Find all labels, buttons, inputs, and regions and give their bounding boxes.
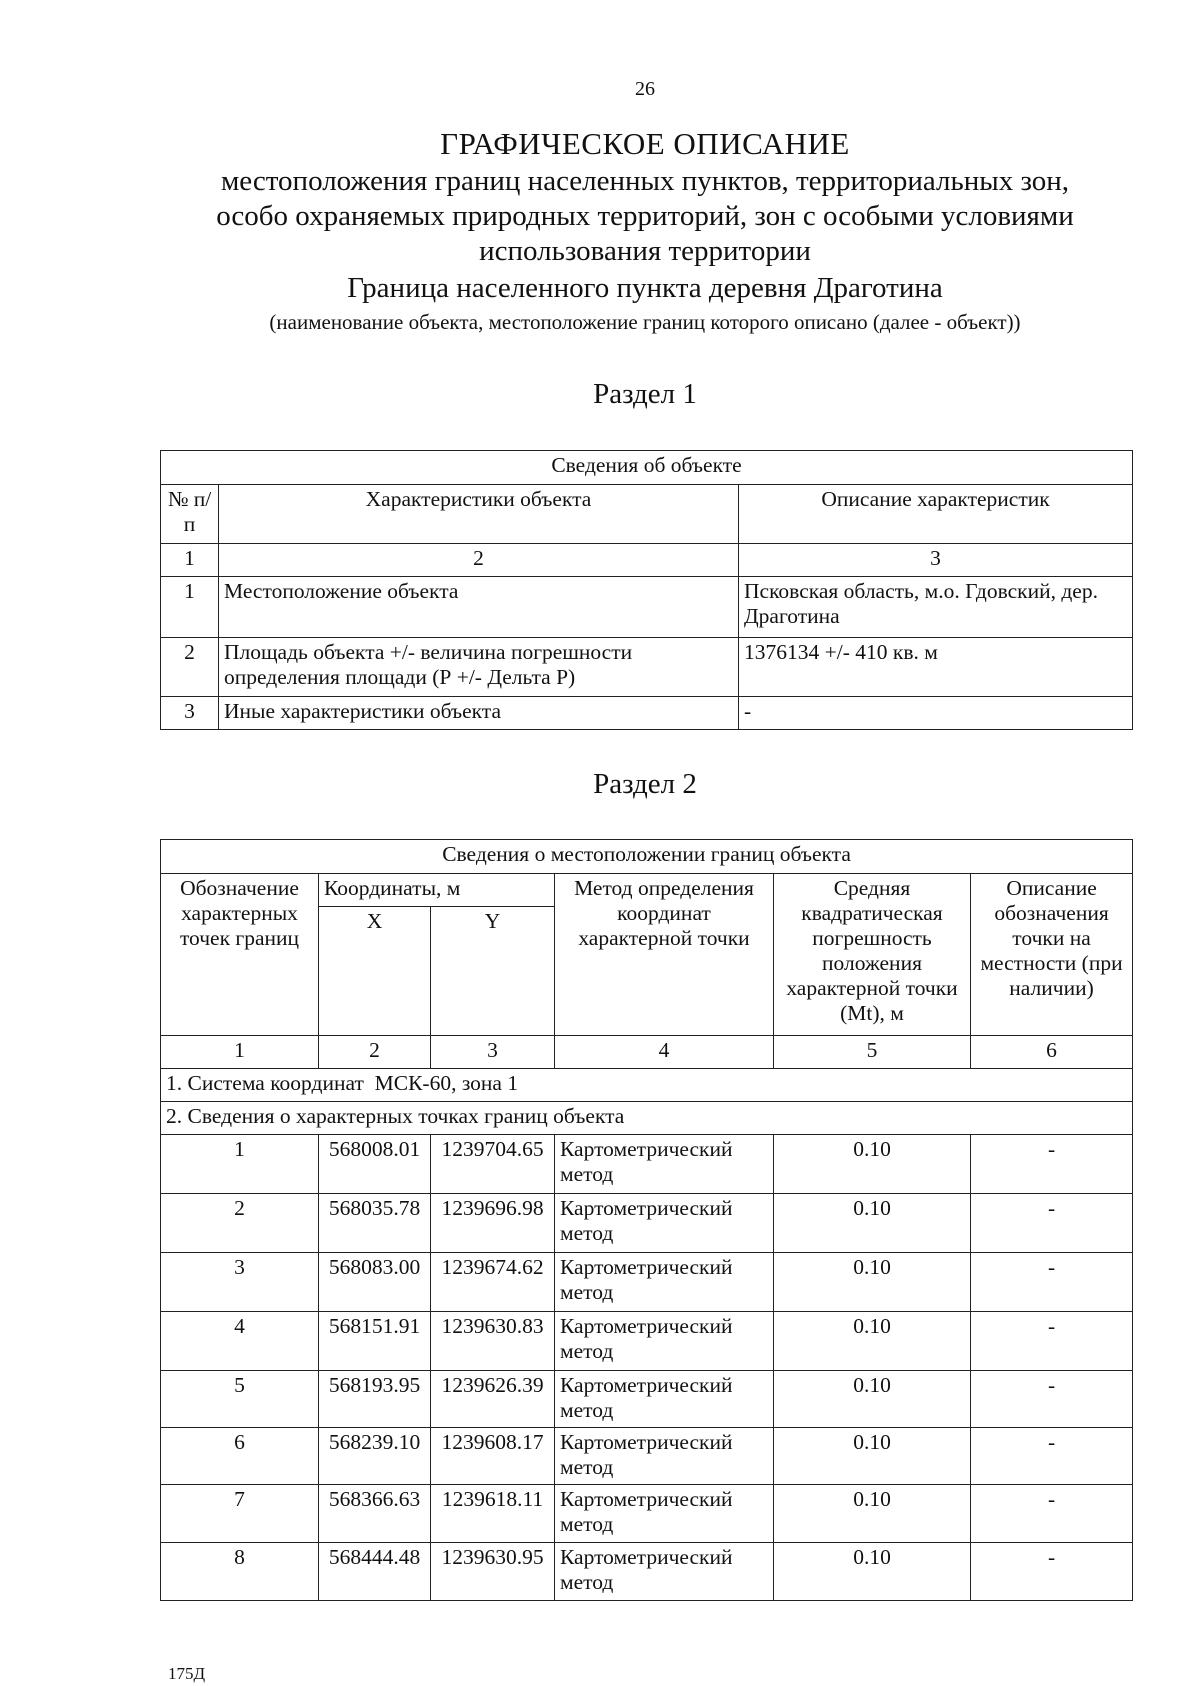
- point-error: 0.10: [774, 1543, 971, 1601]
- subtitle-line-1: местоположения границ населенных пунктов, территориальных зон,: [220, 165, 1070, 197]
- point-id: 5: [161, 1371, 319, 1428]
- object-name: Граница населенного пункта деревня Драготина: [347, 272, 943, 304]
- row-description: Псковская область, м.о. Гдовский, дер. Драготина: [739, 577, 1133, 638]
- table-row: [161, 1543, 1133, 1601]
- point-y: 1239618.11: [431, 1485, 555, 1543]
- section-1-heading: Раздел 1: [593, 378, 697, 410]
- table-row: [161, 1253, 1133, 1312]
- column-number: 6: [971, 1036, 1133, 1069]
- point-error: 0.10: [774, 1312, 971, 1371]
- table-row: [161, 1428, 1133, 1485]
- point-x: 568193.95: [319, 1371, 431, 1428]
- section-2-heading: Раздел 2: [593, 768, 697, 800]
- column-number: 1: [161, 1036, 319, 1069]
- header-characteristic: Характеристики объекта: [219, 485, 739, 544]
- point-error: 0.10: [774, 1253, 971, 1312]
- object-info-table: [160, 450, 1133, 730]
- table-title: Сведения о местоположении границ объекта: [161, 840, 1133, 874]
- table-row: [161, 1312, 1133, 1371]
- point-description: -: [971, 1543, 1133, 1601]
- row-num: 1: [161, 577, 219, 638]
- point-x: 568083.00: [319, 1253, 431, 1312]
- point-description: -: [971, 1371, 1133, 1428]
- header-point-description: Описание обозначения точки на местности (при наличии): [971, 874, 1133, 1036]
- point-description: -: [971, 1312, 1133, 1371]
- point-id: 6: [161, 1428, 319, 1485]
- point-y: 1239696.98: [431, 1194, 555, 1253]
- point-id: 2: [161, 1194, 319, 1253]
- table-row: [161, 577, 1133, 638]
- point-id: 4: [161, 1312, 319, 1371]
- table-row: [161, 638, 1133, 697]
- point-error: 0.10: [774, 1485, 971, 1543]
- point-id: 7: [161, 1485, 319, 1543]
- table-row: [161, 1371, 1133, 1428]
- table-row: [161, 1135, 1133, 1194]
- point-x: 568008.01: [319, 1135, 431, 1194]
- point-description: -: [971, 1485, 1133, 1543]
- row-characteristic: Площадь объекта +/- величина погрешности определения площади (Р +/- Дельта Р): [219, 638, 739, 697]
- table-title: Сведения об объекте: [161, 451, 1133, 485]
- column-number: 5: [774, 1036, 971, 1069]
- row-description: -: [739, 697, 1133, 730]
- page-number: 26: [635, 78, 655, 100]
- point-x: 568366.63: [319, 1485, 431, 1543]
- point-method: Картометрический метод: [555, 1135, 774, 1194]
- point-y: 1239674.62: [431, 1253, 555, 1312]
- point-error: 0.10: [774, 1135, 971, 1194]
- column-number: 1: [161, 544, 219, 577]
- row-num: 2: [161, 638, 219, 697]
- point-description: -: [971, 1135, 1133, 1194]
- header-description: Описание характеристик: [739, 485, 1133, 544]
- point-description: -: [971, 1194, 1133, 1253]
- point-error: 0.10: [774, 1371, 971, 1428]
- point-y: 1239626.39: [431, 1371, 555, 1428]
- subtitle-line-2: особо охраняемых природных территорий, зон с особыми условиями: [216, 200, 1074, 232]
- row-num: 3: [161, 697, 219, 730]
- point-method: Картометрический метод: [555, 1312, 774, 1371]
- boundary-points-table: [160, 839, 1133, 1601]
- table-row: [161, 1194, 1133, 1253]
- point-id: 3: [161, 1253, 319, 1312]
- document-title: ГРАФИЧЕСКОЕ ОПИСАНИЕ: [440, 126, 850, 161]
- column-number: 3: [739, 544, 1133, 577]
- point-method: Картометрический метод: [555, 1543, 774, 1601]
- point-id: 1: [161, 1135, 319, 1194]
- header-y: Y: [431, 907, 555, 1036]
- point-method: Картометрический метод: [555, 1428, 774, 1485]
- coordinate-system: 1. Система координат МСК-60, зона 1: [161, 1069, 1133, 1102]
- header-error: Средняя квадратическая погрешность положения характерной точки (Mt), м: [774, 874, 971, 1036]
- header-method: Метод определения координат характерной точки: [555, 874, 774, 1036]
- document-header: [150, 124, 1140, 335]
- points-caption: 2. Сведения о характерных точках границ объекта: [161, 1102, 1133, 1135]
- header-points: Обозначение характерных точек границ: [161, 874, 319, 1036]
- point-description: -: [971, 1428, 1133, 1485]
- header-x: X: [319, 907, 431, 1036]
- point-y: 1239630.83: [431, 1312, 555, 1371]
- point-y: 1239630.95: [431, 1543, 555, 1601]
- row-description: 1376134 +/- 410 кв. м: [739, 638, 1133, 697]
- point-method: Картометрический метод: [555, 1371, 774, 1428]
- point-error: 0.10: [774, 1194, 971, 1253]
- point-id: 8: [161, 1543, 319, 1601]
- header-num: № п/п: [161, 485, 219, 544]
- point-x: 568239.10: [319, 1428, 431, 1485]
- object-note: (наименование объекта, местоположение границ которого описано (далее - объект)): [269, 310, 1021, 334]
- row-characteristic: Местоположение объекта: [219, 577, 739, 638]
- column-number: 4: [555, 1036, 774, 1069]
- point-error: 0.10: [774, 1428, 971, 1485]
- footer-code: 175Д: [168, 1664, 206, 1683]
- subtitle-line-3: использования территории: [479, 235, 811, 267]
- row-characteristic: Иные характеристики объекта: [219, 697, 739, 730]
- column-number: 2: [319, 1036, 431, 1069]
- column-number: 2: [219, 544, 739, 577]
- point-y: 1239608.17: [431, 1428, 555, 1485]
- point-method: Картометрический метод: [555, 1253, 774, 1312]
- point-description: -: [971, 1253, 1133, 1312]
- point-x: 568151.91: [319, 1312, 431, 1371]
- header-coordinates: Координаты, м: [319, 874, 555, 907]
- table-row: [161, 697, 1133, 730]
- point-method: Картометрический метод: [555, 1485, 774, 1543]
- table-row: [161, 1485, 1133, 1543]
- point-y: 1239704.65: [431, 1135, 555, 1194]
- point-method: Картометрический метод: [555, 1194, 774, 1253]
- point-x: 568035.78: [319, 1194, 431, 1253]
- column-number: 3: [431, 1036, 555, 1069]
- point-x: 568444.48: [319, 1543, 431, 1601]
